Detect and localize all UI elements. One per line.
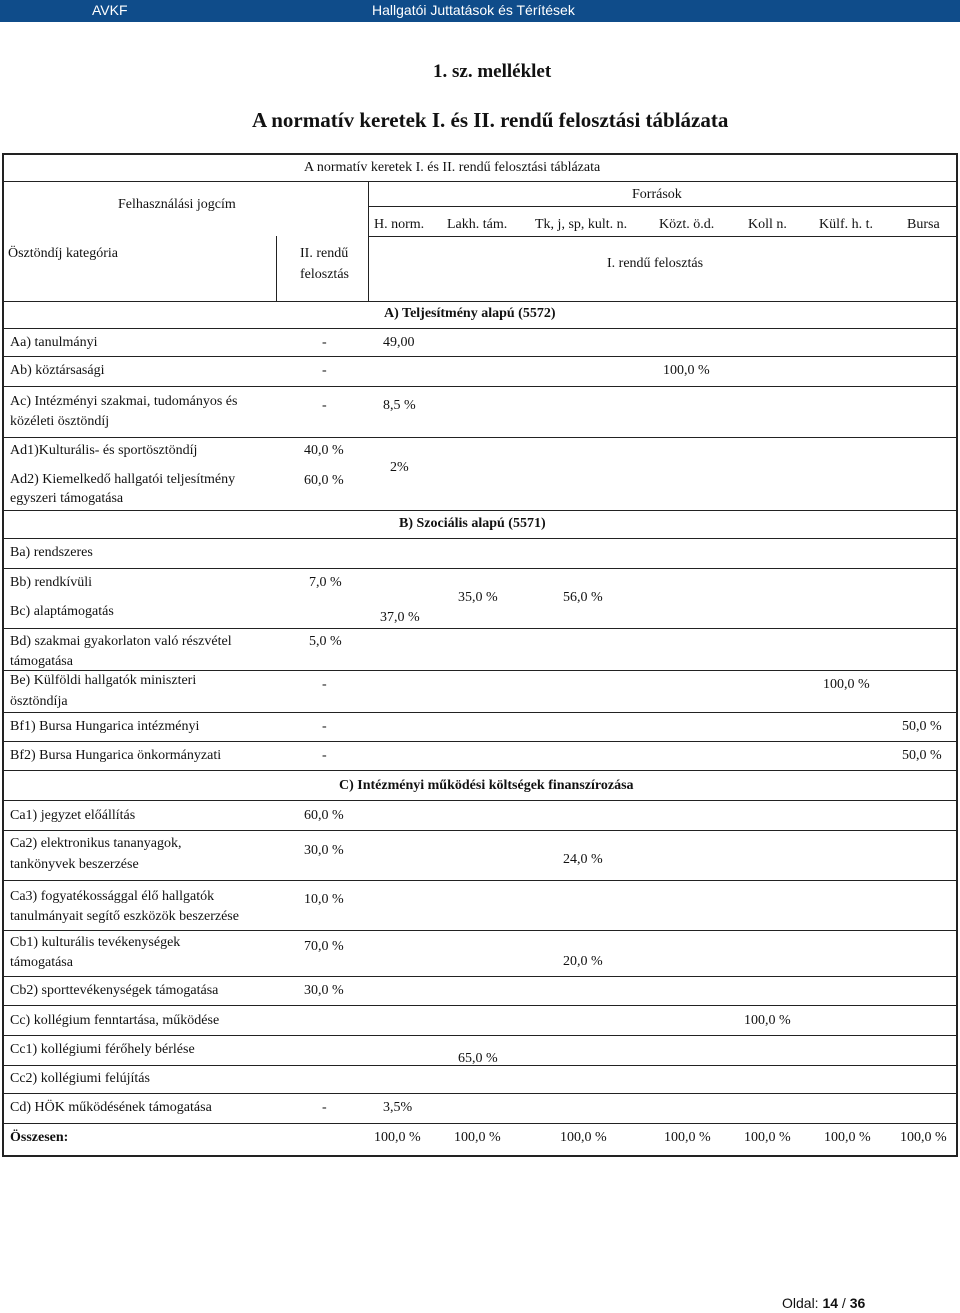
source-koll-n: Koll n. (748, 217, 787, 232)
row-be-label-line1: Be) Külföldi hallgatók miniszteri (10, 673, 197, 688)
org-abbreviation: AVKF (92, 2, 128, 18)
source-lakh-tam: Lakh. tám. (447, 217, 508, 232)
row-be-kulf: 100,0 % (823, 677, 870, 692)
total-h-norm: 100,0 % (374, 1130, 421, 1145)
row-ca2-ii-rendu: 30,0 % (304, 843, 344, 858)
row-ac-label-line2: közéleti ösztöndíj (10, 414, 110, 429)
total-kulf: 100,0 % (824, 1130, 871, 1145)
section-b-title: B) Szociális alapú (5571) (399, 516, 546, 531)
row-cd-dash: - (322, 1100, 327, 1115)
row-ad1-label: Ad1)Kulturális- és sportösztöndíj (10, 443, 198, 458)
source-kulf-h-t: Külf. h. t. (819, 217, 874, 232)
felhasznalasi-jogcim-header: Felhasználási jogcím (118, 197, 236, 212)
total-kozt: 100,0 % (664, 1130, 711, 1145)
row-ca1-label: Ca1) jegyzet előállítás (10, 808, 136, 823)
sources-header: Források (632, 187, 682, 202)
section-c-title: C) Intézményi működési költségek finanszírozása (339, 778, 634, 793)
row-cc-label: Cc) kollégium fenntartása, működése (10, 1013, 220, 1028)
page-number (782, 1295, 865, 1311)
allocation-table (2, 153, 958, 1157)
total-pages: 36 (849, 1295, 866, 1311)
total-label: Összesen: (10, 1130, 69, 1145)
row-cb1-label-line1: Cb1) kulturális tevékenységek (10, 935, 181, 950)
row-cc-lakh-tam: 65,0 % (458, 1051, 498, 1066)
source-bursa: Bursa (907, 217, 940, 232)
row-cb2-label: Cb2) sporttevékenységek támogatása (10, 983, 219, 998)
ii-rendu-header-line1: II. rendű (300, 246, 349, 261)
row-ad2-ii-rendu: 60,0 % (304, 473, 344, 488)
row-bb-ii-rendu: 7,0 % (309, 575, 342, 590)
table-title: A normatív keretek I. és II. rendű felosztási táblázata (304, 160, 601, 175)
page-label: Oldal: (782, 1295, 823, 1311)
row-aa-dash: - (322, 335, 327, 350)
row-cc1-label: Cc1) kollégiumi férőhely bérlése (10, 1042, 195, 1057)
page-separator: / (838, 1295, 850, 1311)
row-ab-dash: - (322, 363, 327, 378)
row-b-tk: 56,0 % (563, 590, 603, 605)
row-ad2-label-line2: egyszeri támogatása (10, 491, 124, 506)
row-ad-h-norm: 2% (390, 460, 409, 475)
source-tk-j-sp: Tk, j, sp, kult. n. (535, 217, 628, 232)
total-tk: 100,0 % (560, 1130, 607, 1145)
row-ba-label: Ba) rendszeres (10, 545, 93, 560)
row-ca3-ii-rendu: 10,0 % (304, 892, 344, 907)
annex-label: 1. sz. melléklet (433, 61, 552, 82)
row-bd-ii-rendu: 5,0 % (309, 634, 342, 649)
row-cb1-label-line2: támogatása (10, 955, 73, 970)
row-ca3-label-line1: Ca3) fogyatékossággal élő hallgatók (10, 889, 215, 904)
page-title: A normatív keretek I. és II. rendű felosztási táblázata (252, 108, 729, 132)
row-ad2-label-line1: Ad2) Kiemelkedő hallgatói teljesítmény (10, 472, 236, 487)
row-ab-value: 100,0 % (663, 363, 710, 378)
row-cc2-label: Cc2) kollégiumi felújítás (10, 1071, 150, 1086)
row-be-dash: - (322, 677, 327, 692)
row-bf2-label: Bf2) Bursa Hungarica önkormányzati (10, 748, 222, 763)
osztondij-kategoria-header: Ösztöndíj kategória (8, 246, 119, 261)
total-lakh-tam: 100,0 % (454, 1130, 501, 1145)
row-cd-h-norm: 3,5% (383, 1100, 413, 1115)
header-bar (0, 0, 960, 22)
row-bd-label-line1: Bd) szakmai gyakorlaton való részvétel (10, 634, 232, 649)
row-ca-tk: 24,0 % (563, 852, 603, 867)
row-be-label-line2: ösztöndíja (10, 694, 68, 709)
row-ca1-ii-rendu: 60,0 % (304, 808, 344, 823)
row-ac-dash: - (322, 398, 327, 413)
row-cb-tk: 20,0 % (563, 954, 603, 969)
row-ca2-label-line2: tankönyvek beszerzése (10, 857, 139, 872)
row-cd-label: Cd) HÖK működésének támogatása (10, 1100, 212, 1115)
row-aa-label: Aa) tanulmányi (10, 335, 98, 350)
row-ac-label-line1: Ac) Intézményi szakmai, tudományos és (10, 394, 238, 409)
row-ca3-label-line2: tanulmányait segítő eszközök beszerzése (10, 909, 239, 924)
row-b-lakh-tam: 35,0 % (458, 590, 498, 605)
row-ca2-label-line1: Ca2) elektronikus tananyagok, (10, 836, 182, 851)
current-page: 14 (822, 1295, 839, 1311)
row-bf2-dash: - (322, 748, 327, 763)
row-ac-h-norm: 8,5 % (383, 398, 416, 413)
row-b-h-norm: 37,0 % (380, 610, 420, 625)
section-a-title: A) Teljesítmény alapú (5572) (384, 306, 556, 321)
row-bf1-label: Bf1) Bursa Hungarica intézményi (10, 719, 200, 734)
total-bursa: 100,0 % (900, 1130, 947, 1145)
row-ad1-ii-rendu: 40,0 % (304, 443, 344, 458)
row-ab-label: Ab) köztársasági (10, 363, 105, 378)
source-kozt-od: Közt. ö.d. (659, 217, 715, 232)
row-aa-h-norm: 49,00 (383, 335, 415, 350)
row-bf1-dash: - (322, 719, 327, 734)
row-bc-label: Bc) alaptámogatás (10, 604, 114, 619)
row-bb-label: Bb) rendkívüli (10, 575, 93, 590)
row-bf2-bursa: 50,0 % (902, 748, 942, 763)
total-koll: 100,0 % (744, 1130, 791, 1145)
document-title: Hallgatói Juttatások és Térítések (372, 2, 575, 18)
row-bd-label-line2: támogatása (10, 654, 73, 669)
row-cb2-ii-rendu: 30,0 % (304, 983, 344, 998)
row-bf1-bursa: 50,0 % (902, 719, 942, 734)
ii-rendu-header-line2: felosztás (300, 267, 349, 282)
source-h-norm: H. norm. (374, 217, 425, 232)
row-cb1-ii-rendu: 70,0 % (304, 939, 344, 954)
row-cc-koll: 100,0 % (744, 1013, 791, 1028)
i-rendu-header: I. rendű felosztás (607, 256, 704, 271)
